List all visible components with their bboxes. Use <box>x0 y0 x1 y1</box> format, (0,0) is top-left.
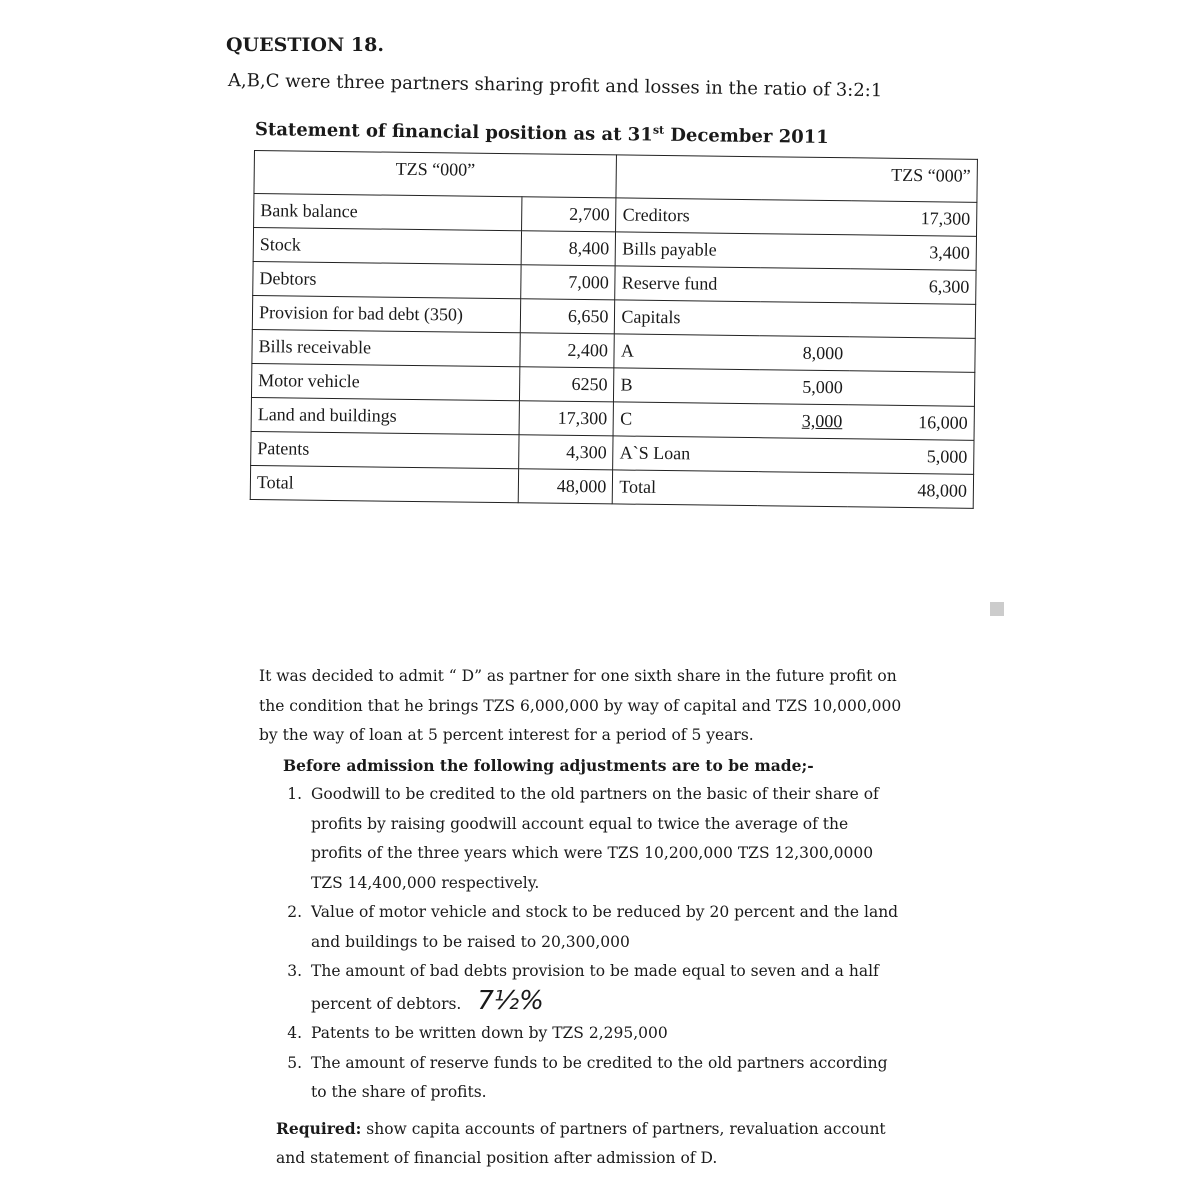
capital-sub-value <box>761 200 851 235</box>
asset-label: Total <box>250 465 518 502</box>
capital-sub-value <box>758 438 848 473</box>
liability-value: 17,300 <box>851 201 977 237</box>
financial-position-table <box>250 150 978 509</box>
list-item <box>307 780 904 898</box>
question-title: QUESTION 18. <box>226 34 384 56</box>
liability-value <box>849 371 975 407</box>
asset-label: Land and buildings <box>251 397 519 434</box>
liability-label: C <box>613 402 758 438</box>
asset-value: 6,650 <box>520 299 615 334</box>
currency-header-left: TZS “000” <box>254 151 617 198</box>
asset-label: Stock <box>253 228 521 265</box>
list-item <box>307 957 904 1019</box>
asset-value: 7,000 <box>520 265 615 300</box>
list-item <box>307 1049 904 1108</box>
capital-sub-value <box>760 302 850 337</box>
capital-sub-value: 5,000 <box>759 370 849 405</box>
capital-sub-value <box>757 472 847 507</box>
question-body <box>259 662 904 1108</box>
liability-label: A <box>614 334 759 370</box>
statement-title-date: December 2011 <box>663 124 829 149</box>
liability-label: Creditors <box>616 198 761 234</box>
list-item-text: Patents to be written down by TZS 2,295,000 <box>311 1024 668 1042</box>
asset-label: Bills receivable <box>252 329 520 366</box>
capital-sub-value <box>760 268 850 303</box>
handwritten-note: 7½% <box>477 985 544 1016</box>
asset-value: 4,300 <box>518 435 613 470</box>
admission-paragraph: It was decided to admit “ D” as partner for one sixth share in the future profit on the condition that he brings TZS 6,000,000 by way of capital and TZS 10,000,000 by the way of loan at 5 percent interest for a period of 5 years. <box>259 667 902 744</box>
currency-header-right: TZS “000” <box>616 155 977 202</box>
capital-sub-value <box>760 234 850 269</box>
liability-label: B <box>614 368 759 404</box>
question-intro: A,B,C were three partners sharing profit and losses in the ratio of 3:2:1 <box>227 70 883 102</box>
liability-label: Capitals <box>615 300 760 336</box>
list-item <box>307 1019 904 1049</box>
list-item-text: Goodwill to be credited to the old partners on the basic of their share of profits by raising goodwill account equal to twice the average of the profits of the three years which were TZS 10,200,000 TZS 12,300,0000 TZS 14,400,000 respectively. <box>311 785 879 892</box>
capital-sub-value: 8,000 <box>759 336 849 371</box>
liability-value <box>849 337 975 373</box>
list-item-text: The amount of bad debts provision to be made equal to seven and a half percent of debtors. <box>311 962 879 1013</box>
liability-label: Bills payable <box>616 232 761 268</box>
liability-label: Reserve fund <box>615 266 760 302</box>
adjustments-heading: Before admission the following adjustments are to be made;- <box>283 755 814 775</box>
required-text: show capita accounts of partners of partners, revaluation account and statement of financial position after admission of D. <box>276 1120 886 1167</box>
asset-value: 2,700 <box>521 197 616 232</box>
asset-value: 48,000 <box>518 469 613 504</box>
statement-title <box>255 118 829 148</box>
statement-title-text: Statement of financial position as at 31 <box>254 119 653 146</box>
liability-value: 16,000 <box>848 405 974 441</box>
list-item <box>307 898 904 957</box>
required-section <box>276 1115 906 1172</box>
asset-label: Patents <box>251 431 519 468</box>
required-label: Required: <box>276 1119 362 1138</box>
liability-label: A`S Loan <box>613 436 758 472</box>
statement-title-sup: st <box>652 123 665 137</box>
capital-sub-value: 3,000 <box>758 404 848 439</box>
asset-value: 17,300 <box>519 401 614 436</box>
liability-label: Total <box>613 470 758 506</box>
liability-value: 48,000 <box>847 473 973 509</box>
asset-value: 6250 <box>519 367 614 402</box>
asset-value: 8,400 <box>521 231 616 266</box>
asset-label: Debtors <box>253 261 521 298</box>
adjustments-list <box>259 780 904 1108</box>
liability-value <box>849 303 975 339</box>
asset-label: Motor vehicle <box>251 363 519 400</box>
list-item-text: Value of motor vehicle and stock to be reduced by 20 percent and the land and buildings to be raised to 20,300,000 <box>311 903 899 951</box>
asset-label: Bank balance <box>254 194 522 231</box>
liability-value: 5,000 <box>848 439 974 475</box>
liability-value: 3,400 <box>850 235 976 271</box>
list-item-text: The amount of reserve funds to be credited to the old partners according to the share of profits. <box>311 1053 888 1101</box>
asset-value: 2,400 <box>519 333 614 368</box>
asset-label: Provision for bad debt (350) <box>252 295 520 332</box>
scan-mark <box>990 602 1004 616</box>
liability-value: 6,300 <box>850 269 976 305</box>
